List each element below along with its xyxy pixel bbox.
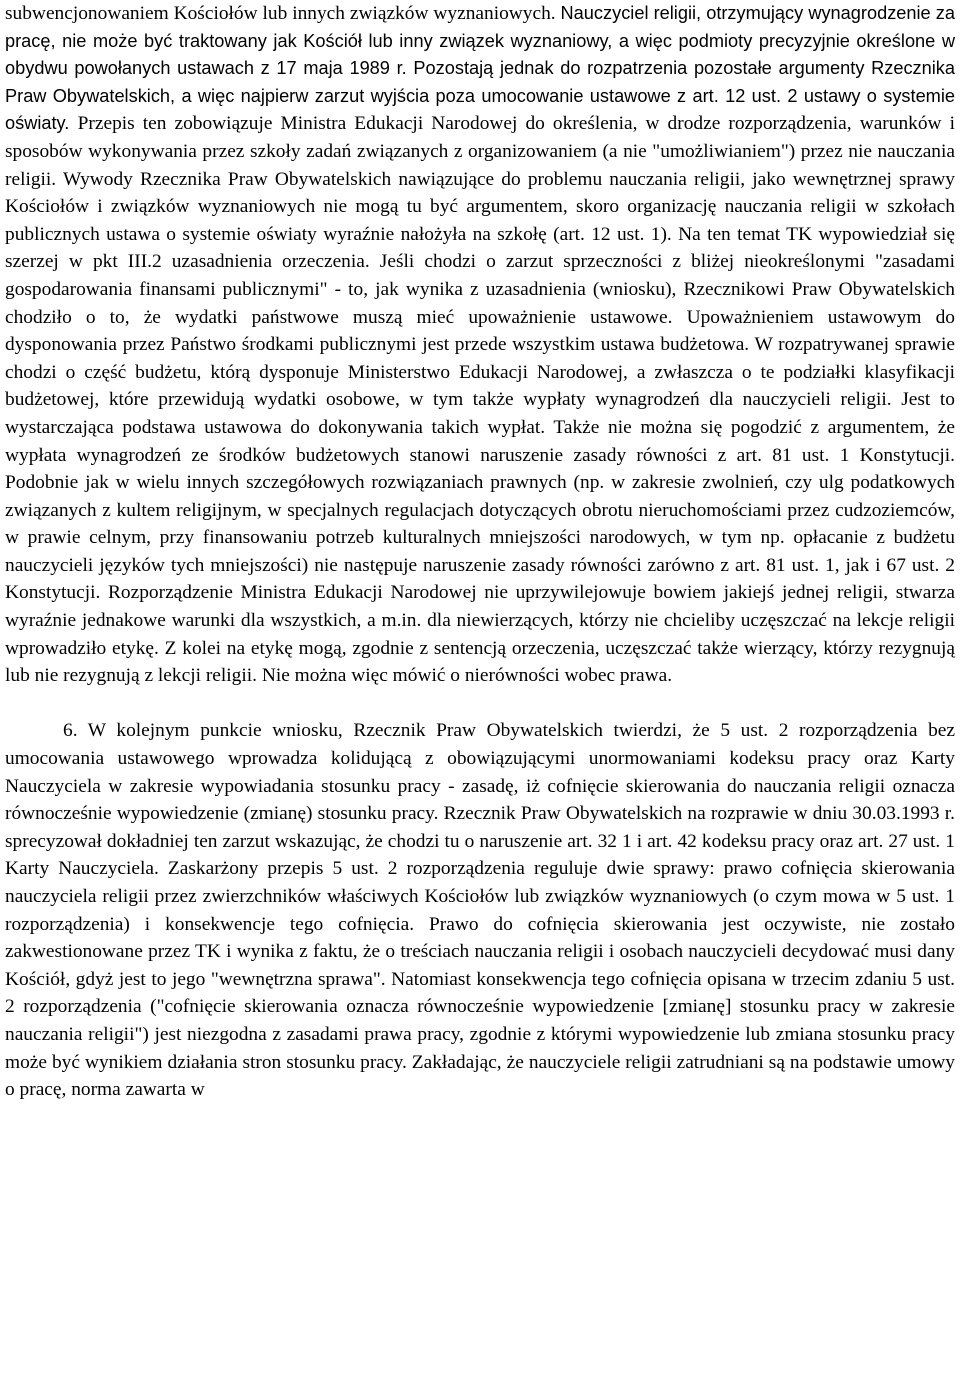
paragraph-text-segment: Przepis ten zobowiązuje Ministra Edukacji Narodowej do określenia, w drodze rozporządzenia, warunków i sposobów wykonywania przez szkoły zadań związanych z organizowaniem (a nie "umożliwianiem") przez nie nauczania religii. Wywody Rzecznika Praw Obywatelskich nawiązujące do problemu nauczania religii, jako wewnętrznej sprawy Kościołów i związków wyznaniowych nie mogą tu być argumentem, skoro organizację nauczania religii w szkołach publicznych ustawa o systemie oświaty wyraźnie nałożyła na szkołę (art. 12 ust. 1). Na ten temat TK wypowiedział się szerzej w pkt III.2 uzasadnienia orzeczenia. Jeśli chodzi o zarzut sprzeczności z bliżej nieokreślonymi "zasadami gospodarowania finansami publicznymi" - to, jak wynika z uzasadnienia (wniosku), Rzecznikowi Praw Obywatelskich chodziło o to, że wydatki państwowe muszą mieć upoważnienie ustawowe. Upoważnieniem ustawowym do dysponowania przez Państwo środkami publicznymi jest przede wszystkim ustawa budżetowa. W rozpatrywanej sprawie chodzi o część budżetu, którą dysponuje Ministerstwo Edukacji Narodowej, a zwłaszcza o te podziałki klasyfikacji budżetowej, które przewidują wydatki osobowe, w tym także wypłaty wynagrodzeń dla nauczycieli religii. Jest to wystarczająca podstawa ustawowa do dokonywania takich wypłat. Także nie można się pogodzić z argumentem, że wypłata wynagrodzeń ze środków budżetowych stanowi naruszenie zasady równości z art. 81 ust. 1 Konstytucji. Podobnie jak w wielu innych szczegółowych rozwiązaniach prawnych (np. w zakresie zwolnień, czy ulg podatkowych związanych z kultem religijnym, w specjalnych regulacjach dotyczących obrotu nieruchomościami przez cudzoziemców, w prawie celnym, przy finansowaniu potrzeb kulturalnych mniejszości narodowych, w tym np. opłacanie z budżetu nauczycieli języków tych mniejszości) nie następuje naruszenie zasady równości zarówno z art. 81 ust. 1, jak i 67 ust. 2 Konstytucji. Rozporządzenie Ministra Edukacji Narodowej nie uprzywilejowuje bowiem jakiejś jednej religii, stwarza wyraźnie jednakowe warunki dla wszystkich, a m.in. dla niewierzących, którzy nie chcieliby uczęszczać na lekcje religii wprowadziło etykę. Z kolei na etykę mogą, zgodnie z sentencją orzeczenia, uczęszczać także wierzący, którzy rezygnują lub nie rezygnują z lekcji religii. Nie można więc mówić o nierówności wobec prawa. [5, 113, 955, 687]
paragraph-point-6 [5, 717, 955, 1103]
paragraph-text-segment: 6. W kolejnym punkcie wniosku, Rzecznik Praw Obywatelskich twierdzi, że 5 ust. 2 rozporządzenia bez umocowania ustawowego wprowadza kolidującą z obowiązującymi unormowaniami kodeksu pracy oraz Karty Nauczyciela w zakresie wypowiadania stosunku pracy - zasadę, iż cofnięcie skierowania do nauczania religii oznacza równocześnie wypowiedzenie (zmianę) stosunku pracy. Rzecznik Praw Obywatelskich na rozprawie w dniu 30.03.1993 r. sprecyzował dokładniej ten zarzut wskazując, że chodzi tu o naruszenie art. 32 1 i art. 42 kodeksu pracy oraz art. 27 ust. 1 Karty Nauczyciela. Zaskarżony przepis 5 ust. 2 rozporządzenia reguluje dwie sprawy: prawo cofnięcia skierowania nauczyciela religii przez zwierzchników właściwych Kościołów lub związków wyznaniowych (o czym mowa w 5 ust. 1 rozporządzenia) i konsekwencje tego cofnięcia. Prawo do cofnięcia skierowania jest oczywiste, nie zostało zakwestionowane przez TK i wynika z faktu, że o treściach nauczania religii i osobach nauczycieli decydować musi dany Kościół, gdyż jest to jego "wewnętrzna sprawa". Natomiast konsekwencja tego cofnięcia opisana w trzecim zdaniu 5 ust. 2 rozporządzenia ("cofnięcie skierowania oznacza równocześnie wypowiedzenie [zmianę] stosunku pracy w zakresie nauczania religii") jest niezgodna z zasadami prawa pracy, zgodnie z którymi wypowiedzenie lub zmiana stosunku pracy może być wynikiem działania stron stosunku pracy. Zakładając, że nauczyciele religii zatrudniani są na podstawie umowy o pracę, norma zawarta w [5, 720, 955, 1101]
paragraph-text-segment: Nauczyciel religii, otrzymujący wynagrodzenie za pracę, nie może być traktowany jak Kościół lub inny związek wyznaniowy, a więc podmioty precyzyjnie określone w obydwu powołanych ustawach z 17 maja 1989 r. Pozostają jednak do rozpatrzenia pozostałe argumenty Rzecznika Praw Obywatelskich, a więc najpierw zarzut wyjścia poza umocowanie ustawowe z art. 12 ust. 2 ustawy o systemie oświaty. [5, 3, 955, 134]
paragraph-religion-teachers-funding [5, 0, 955, 690]
document-page [5, 0, 955, 1104]
paragraph-text-segment: subwencjonowaniem Kościołów lub innych związków wyznaniowych. [5, 3, 561, 24]
